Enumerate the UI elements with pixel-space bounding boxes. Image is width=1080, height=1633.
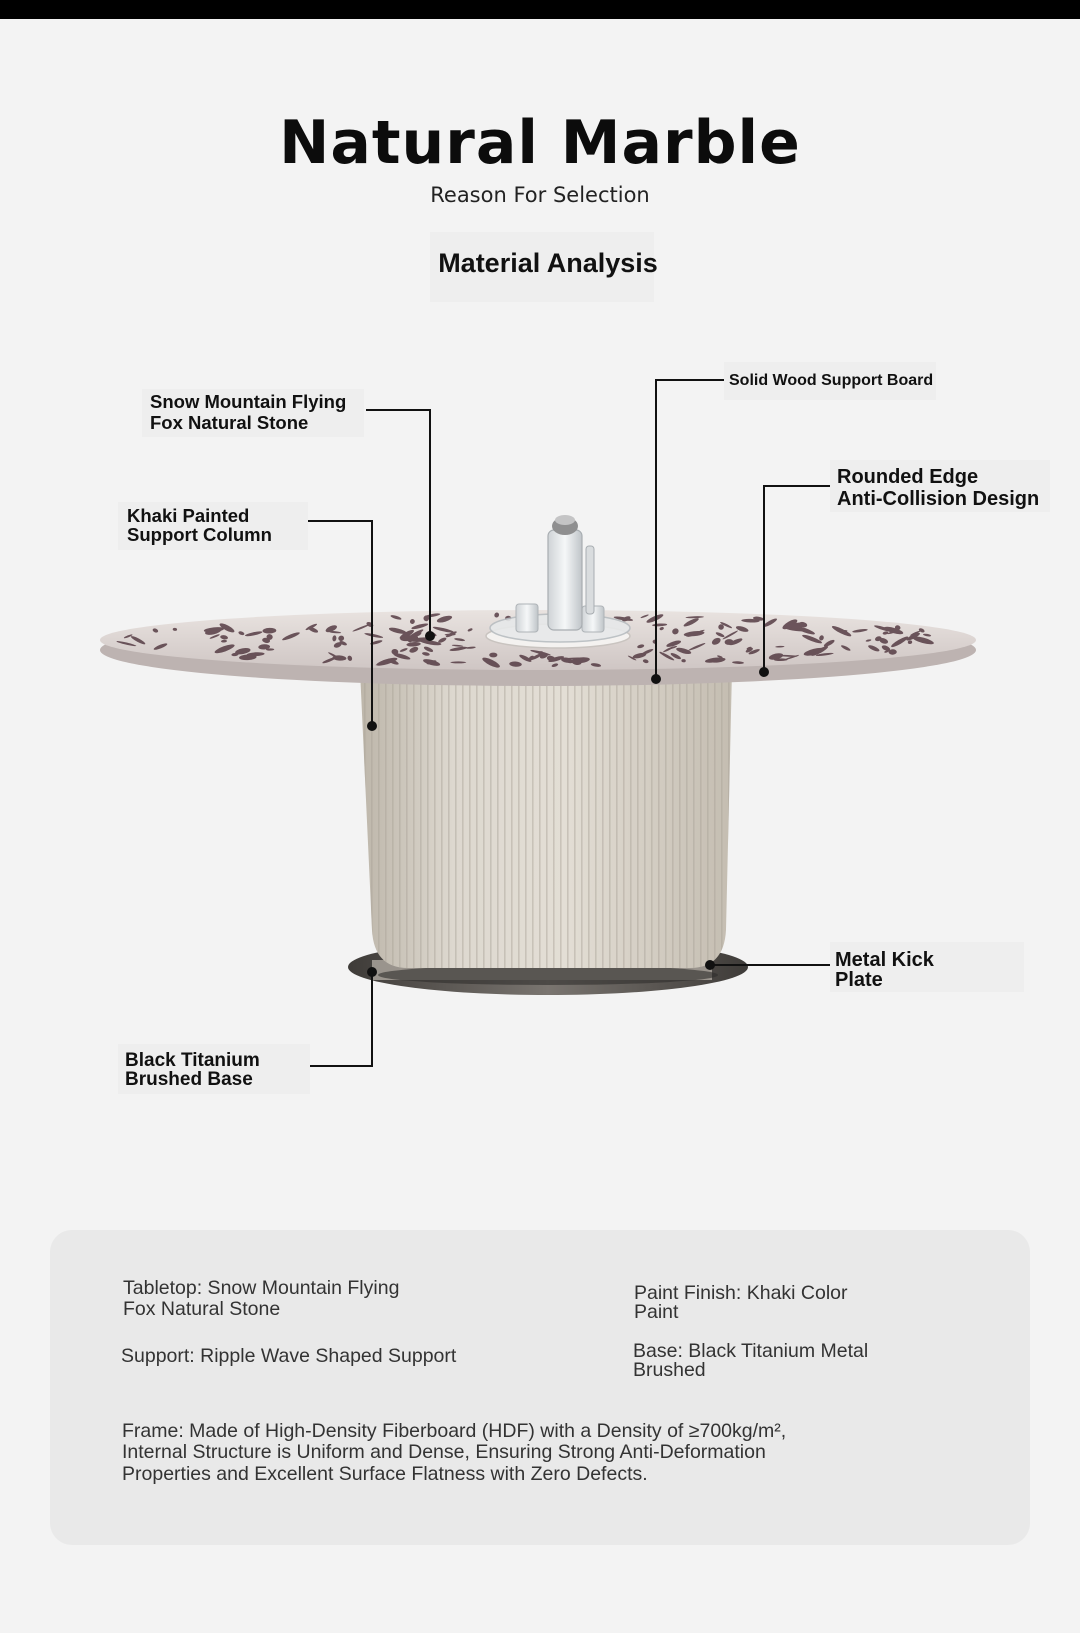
callout-line: Fox Natural Stone bbox=[150, 411, 309, 433]
dot-khaki-column bbox=[367, 721, 377, 731]
spec-line: Internal Structure is Uniform and Dense, Ensuring Strong Anti-Deformation bbox=[122, 1441, 766, 1464]
spec-line: Fox Natural Stone bbox=[123, 1298, 281, 1321]
dot-black-titanium bbox=[367, 967, 377, 977]
dot-rounded-edge bbox=[759, 667, 769, 677]
callout-line: Black Titanium bbox=[125, 1050, 260, 1071]
spec-line: Properties and Excellent Surface Flatness with Zero Defects. bbox=[122, 1462, 648, 1485]
spec-line: Tabletop: Snow Mountain Flying bbox=[123, 1277, 400, 1299]
leader-black-titanium bbox=[302, 972, 372, 1066]
callout-solid-wood: Solid Wood Support Board bbox=[729, 372, 934, 389]
spec-frame bbox=[122, 1421, 786, 1485]
spec-line: Paint bbox=[634, 1300, 679, 1323]
callout-line: Rounded Edge bbox=[837, 466, 979, 488]
page-title: Natural Marble bbox=[279, 108, 801, 178]
khaki-support-column bbox=[360, 670, 732, 968]
dot-metal-kick bbox=[705, 960, 715, 970]
callout-snow-mountain bbox=[150, 393, 346, 432]
spec-base bbox=[633, 1342, 868, 1379]
leader-snow-mountain bbox=[366, 410, 430, 636]
callout-rounded-edge bbox=[837, 467, 1039, 509]
spec-line: Brushed bbox=[633, 1358, 706, 1381]
page-subtitle: Reason For Selection bbox=[430, 183, 650, 207]
spec-paint bbox=[634, 1284, 848, 1321]
spec-tabletop bbox=[123, 1278, 399, 1321]
callout-black-titanium bbox=[125, 1051, 260, 1089]
callout-line: Brushed Base bbox=[125, 1069, 253, 1090]
callout-line: Anti-Collision Design bbox=[837, 488, 1040, 510]
spec-line: Frame: Made of High-Density Fiberboard (HDF) with a Density of ≥700kg/m², bbox=[122, 1420, 787, 1442]
callout-line: Support Column bbox=[127, 523, 272, 545]
dot-snow-mountain bbox=[425, 631, 435, 641]
callout-line: Metal Kick bbox=[835, 949, 934, 971]
callout-khaki-column bbox=[127, 507, 272, 544]
callout-metal-kick bbox=[835, 950, 934, 990]
glass-centerpiece bbox=[490, 515, 630, 642]
marble-vein bbox=[450, 661, 466, 663]
dot-solid-wood bbox=[651, 674, 661, 684]
section-title: Material Analysis bbox=[438, 248, 658, 278]
callout-line: Snow Mountain Flying bbox=[150, 391, 347, 412]
callout-line: Plate bbox=[835, 969, 883, 991]
spec-line: Base: Black Titanium Metal bbox=[633, 1340, 869, 1362]
spec-support: Support: Ripple Wave Shaped Support bbox=[121, 1345, 457, 1367]
marble-vein bbox=[489, 653, 497, 658]
callout-line: Khaki Painted bbox=[127, 505, 250, 526]
spec-line: Paint Finish: Khaki Color bbox=[634, 1282, 848, 1304]
